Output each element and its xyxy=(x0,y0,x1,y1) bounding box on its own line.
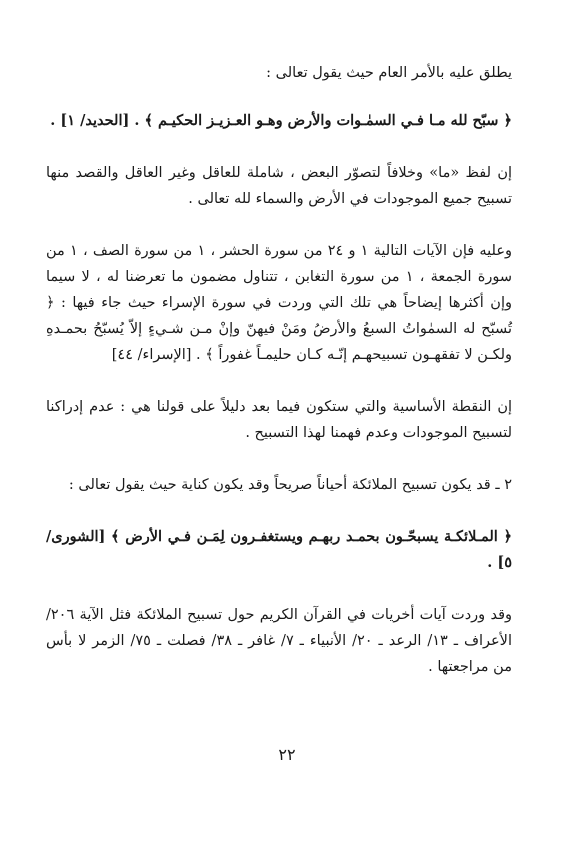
spacer xyxy=(46,86,512,108)
spacer xyxy=(46,498,512,524)
page-number: ٢٢ xyxy=(278,745,296,764)
spacer xyxy=(46,576,512,602)
spacer xyxy=(46,212,512,238)
paragraph-isra-verses: وعليه فإن الآيات التالية ١ و ٢٤ من سورة الحشر ، ١ من سورة الصف ، ١ من سورة الجمعة ، ١ من سورة التغابن ، تتناول مضمون ما تعرضنا له ، لا سيما وإن أكثرها إيضاحاً هي تلك التي وردت في سورة الإسراء حيث جاء فيها : ﴿ تُسبّح له السمٰواتُ السبعُ والأرضُ ومَنْ فيهنّ وإنْ مـن شـيءٍ إلاّ يُسبّحُ بحمـدهِ ولكـن لا تفقهـون تسبيحهـم إنّـه كـان حليمـاً غفوراً ﴾ . [الإسراء/ ٤٤] xyxy=(46,243,512,363)
spacer xyxy=(46,134,512,160)
page-body xyxy=(46,60,512,680)
paragraph-other-verses: وقد وردت آيات أخريات في القرآن الكريم حول تسبيح الملائكة فثل الآية ٢٠٦/ الأعراف ـ ١٣/ الرعد ـ ٢٠/ الأنبياء ـ ٧/ غافر ـ ٣٨/ فصلت ـ ٧٥/ الزمر لا بأس من مراجعتها . xyxy=(46,607,512,675)
paragraph-ma-word: إن لفظ «ما» وخلافاً لتصوّر البعض ، شاملة للعاقل وغير العاقل والقصد منها تسبيح جميع الموجودات في الأرض والسماء لله تعالى . xyxy=(46,165,512,207)
intro-line: يطلق عليه بالأمر العام حيث يقول تعالى : xyxy=(266,65,512,81)
spacer xyxy=(46,446,512,472)
paragraph-key-point: إن النقطة الأساسية والتي ستكون فيما بعد دليلاً على قولنا هي : عدم إدراكنا لتسبيح الموجودات وعدم فهمنا لهذا التسبيح . xyxy=(46,399,512,441)
spacer xyxy=(46,368,512,394)
paragraph-angels-tasbih: ٢ ـ قد يكون تسبيح الملائكة أحياناً صريحاً وقد يكون كناية حيث يقول تعالى : xyxy=(68,477,512,493)
verse-hadid: ﴿ سبّح لله مـا فـي السمٰـوات والأرض وهـو العـزيـز الحكيـم ﴾ . [الحديد/ ١] . xyxy=(50,112,512,129)
verse-shura: ﴿ المـلائكـة يسبحّـون بحمـد ربهـم ويستغفـرون لِمَـن فـي الأرض ﴾ [الشورى/ ٥] . xyxy=(46,528,512,571)
